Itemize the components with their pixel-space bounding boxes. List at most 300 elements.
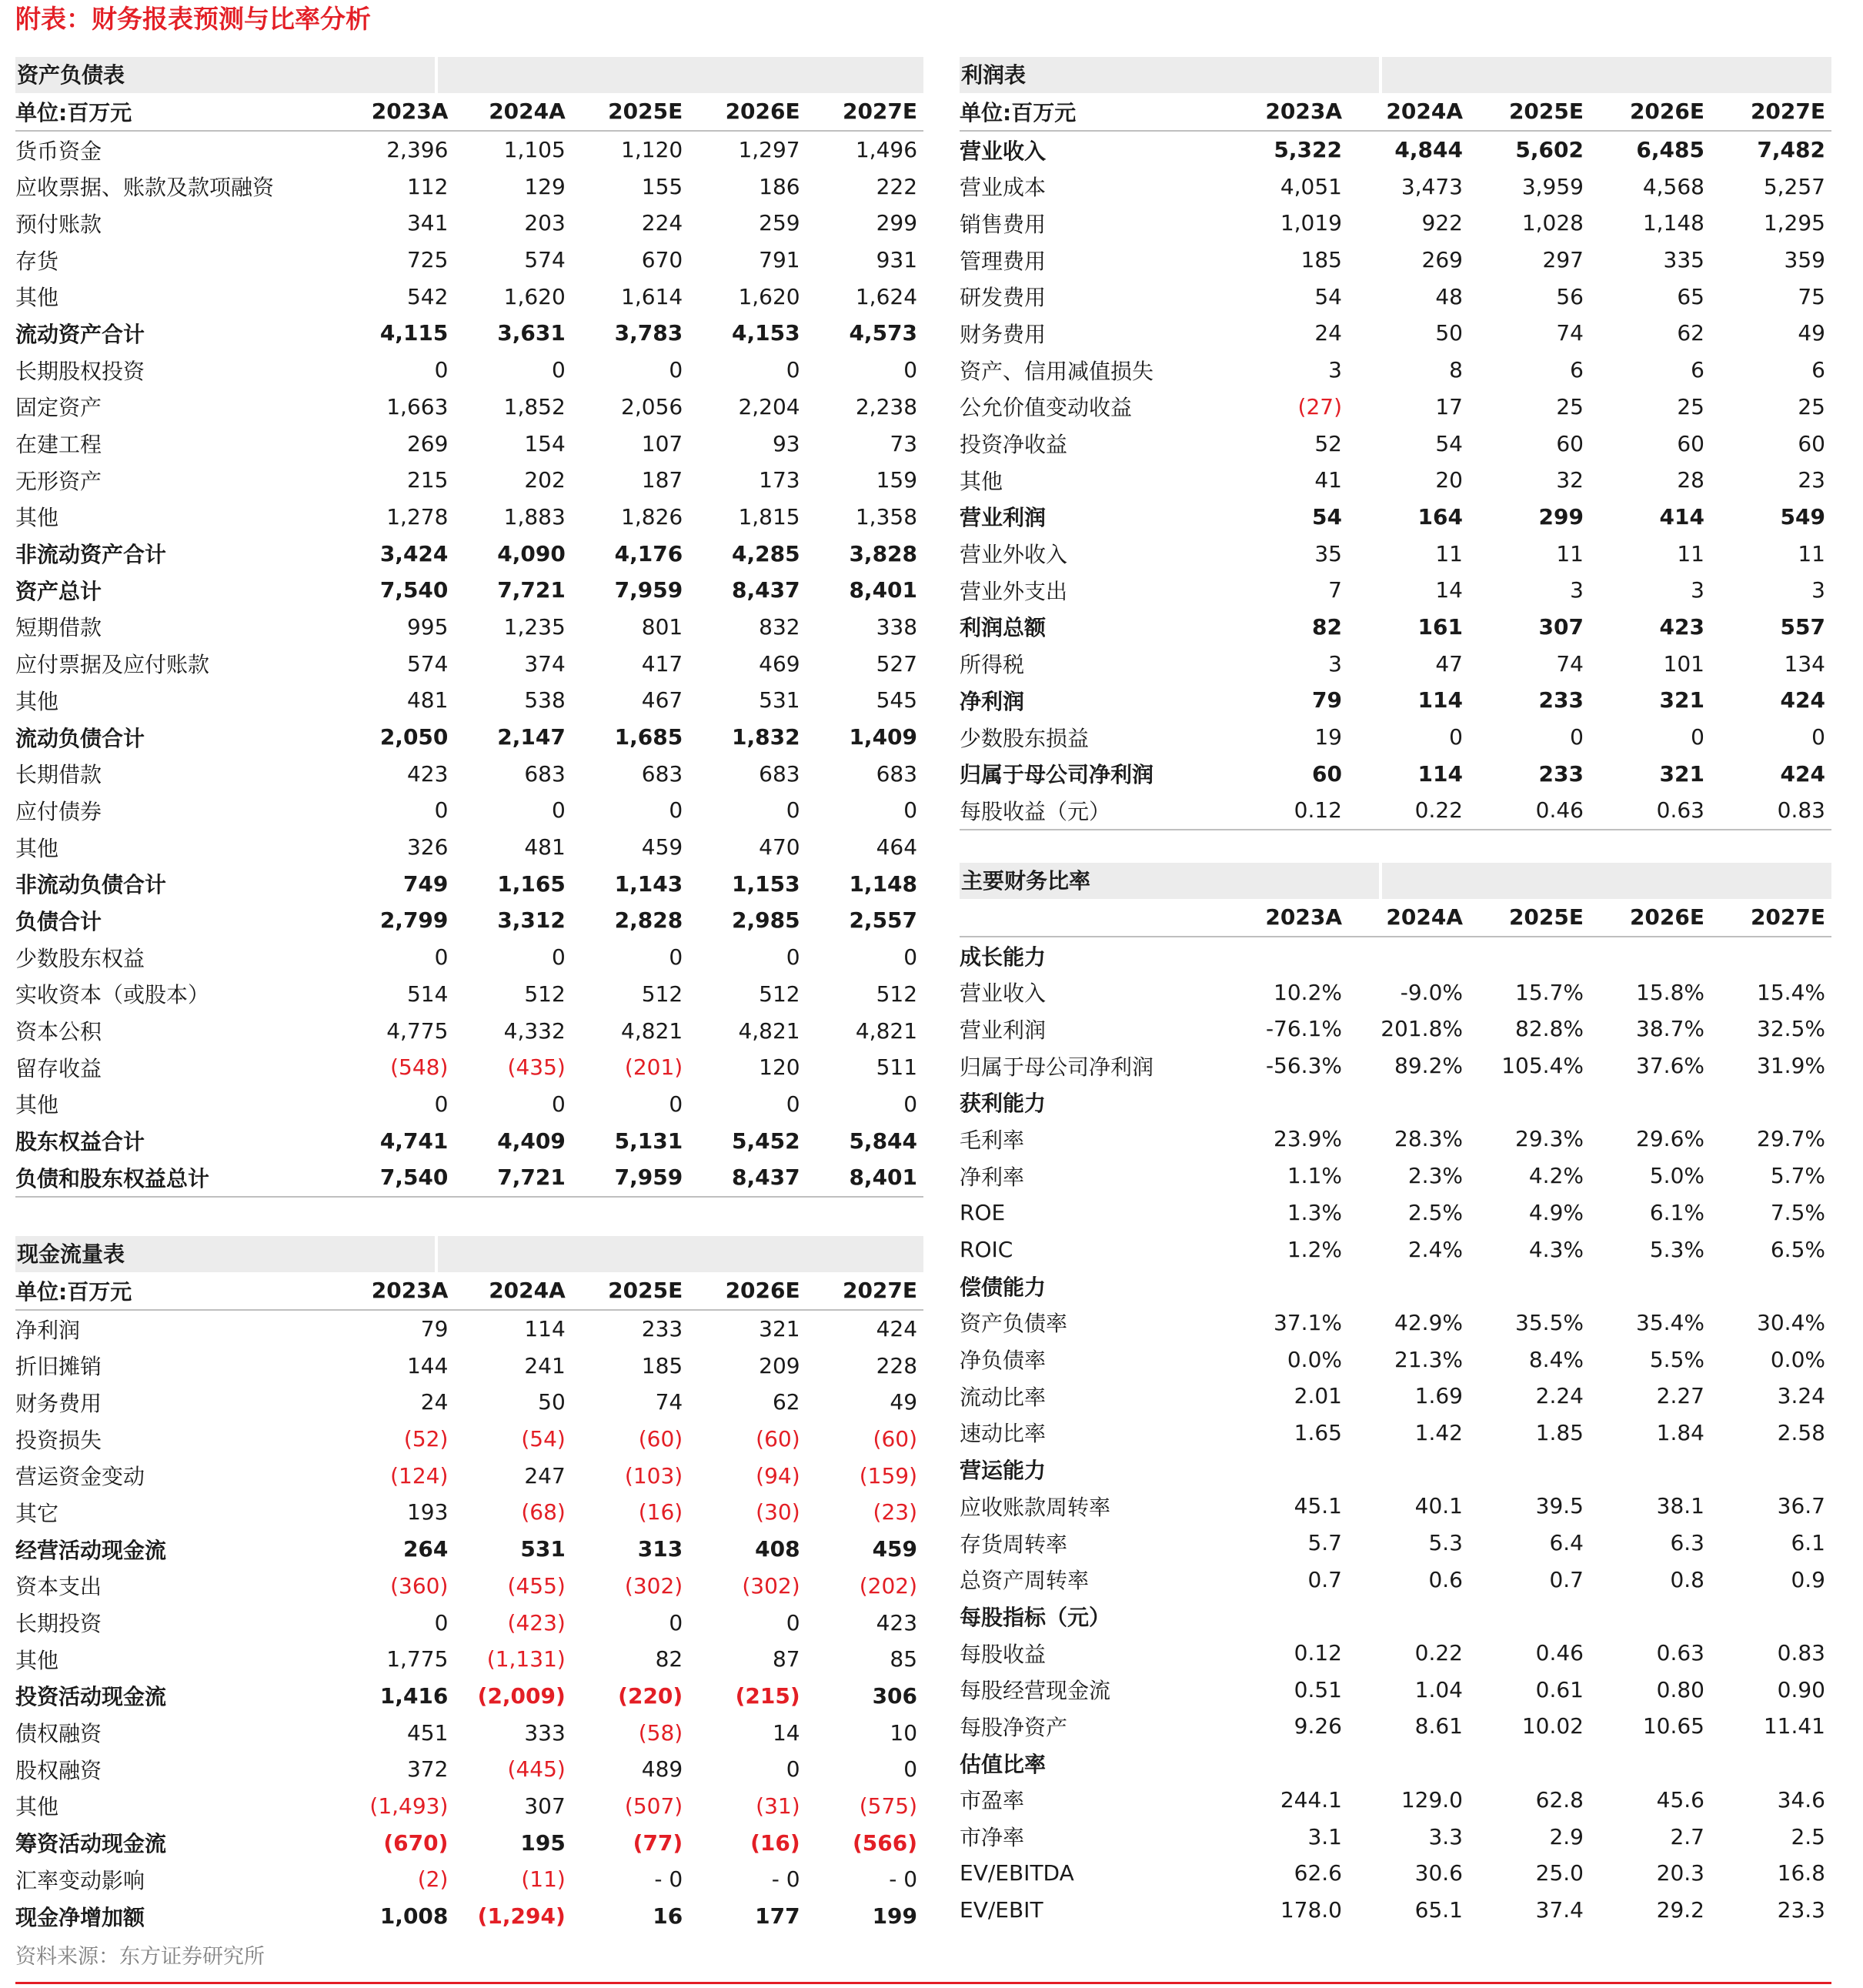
cell-value: 11 bbox=[1435, 540, 1463, 566]
row-label: 长期借款 bbox=[15, 762, 102, 788]
cell-value: 512 bbox=[876, 981, 918, 1007]
table-row bbox=[960, 572, 1831, 609]
cell-value: 233 bbox=[641, 1316, 683, 1342]
row-label: 资本支出 bbox=[15, 1574, 102, 1600]
cell-value: 233 bbox=[1538, 687, 1584, 713]
cell-value: 4,844 bbox=[1394, 137, 1463, 163]
cell-value: 6.1 bbox=[1791, 1530, 1825, 1556]
cell-value: 10 bbox=[890, 1719, 918, 1746]
cell-value: 114 bbox=[1417, 687, 1463, 713]
cell-value: 38.7% bbox=[1636, 1016, 1704, 1042]
subtotal-row bbox=[960, 1084, 1831, 1121]
cell-value: 4,775 bbox=[386, 1017, 449, 1044]
year-header: 2024A bbox=[489, 1278, 566, 1304]
cell-value: 8,401 bbox=[849, 577, 918, 603]
year-header: 2025E bbox=[1508, 99, 1584, 125]
year-header: 2023A bbox=[371, 99, 449, 125]
row-label: 其他 bbox=[15, 1647, 59, 1673]
cell-value: 154 bbox=[524, 430, 566, 456]
row-label: 公允价值变动收益 bbox=[960, 395, 1133, 421]
cell-value: 3 bbox=[1691, 577, 1704, 603]
row-label: 存货 bbox=[15, 248, 59, 274]
cell-value: 79 bbox=[420, 1316, 449, 1342]
cell-value: 60 bbox=[1677, 430, 1704, 456]
cell-value: 408 bbox=[755, 1536, 800, 1562]
cell-value: 15.8% bbox=[1636, 979, 1704, 1005]
cell-value: 48 bbox=[1435, 283, 1463, 309]
year-header: 2027E bbox=[842, 99, 918, 125]
cell-value: -9.0% bbox=[1400, 979, 1463, 1005]
cell-value: -56.3% bbox=[1265, 1053, 1342, 1079]
cell-value: 459 bbox=[872, 1536, 918, 1562]
section-title-bar bbox=[960, 863, 1831, 899]
row-label: ROIC bbox=[960, 1236, 1013, 1262]
cell-value: 50 bbox=[1435, 320, 1463, 346]
cell-value: 8,437 bbox=[732, 577, 800, 603]
unit-label: 单位:百万元 bbox=[15, 1278, 132, 1305]
subtotal-row bbox=[15, 902, 923, 939]
cell-value: 6,485 bbox=[1636, 137, 1704, 163]
cell-value: 424 bbox=[1780, 687, 1825, 713]
cell-value: 134 bbox=[1784, 650, 1825, 677]
cell-value: 306 bbox=[872, 1682, 918, 1709]
cell-value: 922 bbox=[1421, 210, 1463, 236]
cell-value: 23.3 bbox=[1777, 1896, 1825, 1923]
cell-value: 574 bbox=[406, 650, 449, 677]
table-row bbox=[15, 499, 923, 536]
cell-value: (68) bbox=[521, 1499, 566, 1525]
row-label: 营业外收入 bbox=[960, 542, 1068, 568]
table-row bbox=[960, 1194, 1831, 1231]
cell-value: 0 bbox=[434, 1091, 449, 1117]
cell-value: 178.0 bbox=[1280, 1896, 1342, 1923]
row-label: 折旧摊销 bbox=[15, 1354, 102, 1380]
year-header: 2026E bbox=[725, 99, 800, 125]
table-row bbox=[15, 645, 923, 682]
cell-value: 2.9 bbox=[1549, 1823, 1584, 1849]
cell-value: 74 bbox=[1556, 320, 1584, 346]
cell-value: 20.3 bbox=[1656, 1860, 1704, 1886]
row-label: 资本公积 bbox=[15, 1019, 102, 1045]
subtotal-row bbox=[960, 609, 1831, 646]
cell-value: 4.9% bbox=[1528, 1199, 1584, 1225]
cell-value: 0.12 bbox=[1294, 1640, 1342, 1666]
cell-value: 4,821 bbox=[738, 1017, 800, 1044]
table-row bbox=[15, 168, 923, 205]
cell-value: 5,257 bbox=[1763, 173, 1825, 199]
cell-value: 5,452 bbox=[732, 1128, 800, 1154]
cell-value: 313 bbox=[637, 1536, 683, 1562]
cell-value: 374 bbox=[524, 650, 566, 677]
cell-value: 5.7 bbox=[1307, 1530, 1342, 1556]
cell-value: 37.4 bbox=[1535, 1896, 1584, 1923]
cell-value: 215 bbox=[406, 467, 449, 493]
cell-value: 4.2% bbox=[1528, 1163, 1584, 1189]
cell-value: 202 bbox=[524, 467, 566, 493]
row-label: 存货周转率 bbox=[960, 1531, 1068, 1557]
cell-value: 683 bbox=[759, 760, 800, 787]
cell-value: 749 bbox=[402, 870, 449, 897]
cell-value: (30) bbox=[756, 1499, 800, 1525]
cell-value: 995 bbox=[406, 613, 449, 640]
table-row bbox=[960, 1561, 1831, 1598]
table-row bbox=[15, 1384, 923, 1421]
cell-value: 3,828 bbox=[849, 540, 918, 566]
row-label: 归属于母公司净利润 bbox=[960, 1054, 1154, 1080]
cell-value: 82 bbox=[655, 1646, 683, 1672]
cell-value: (435) bbox=[507, 1054, 566, 1081]
subtotal-row bbox=[960, 1451, 1831, 1488]
cell-value: 37.6% bbox=[1636, 1053, 1704, 1079]
cell-value: 7.5% bbox=[1770, 1199, 1825, 1225]
cell-value: 0 bbox=[551, 797, 566, 824]
row-label: 营业外支出 bbox=[960, 578, 1068, 604]
cell-value: 1,358 bbox=[855, 503, 918, 530]
row-label: 投资净收益 bbox=[960, 432, 1068, 458]
row-label: 其他 bbox=[960, 468, 1003, 494]
cell-value: 25 bbox=[1677, 393, 1704, 419]
cell-value: 0.83 bbox=[1777, 797, 1825, 824]
cell-value: 3,424 bbox=[379, 540, 449, 566]
cell-value: 0 bbox=[434, 944, 449, 971]
cell-value: 338 bbox=[876, 613, 918, 640]
cell-value: (566) bbox=[852, 1829, 918, 1856]
row-label: 营业收入 bbox=[960, 981, 1047, 1007]
row-label: 现金净增加额 bbox=[15, 1904, 145, 1930]
cell-value: 233 bbox=[1538, 760, 1584, 787]
row-label: 净负债率 bbox=[960, 1348, 1047, 1374]
cell-value: 299 bbox=[1538, 503, 1584, 530]
cell-value: 0.51 bbox=[1294, 1676, 1342, 1702]
cell-value: 1,295 bbox=[1763, 210, 1825, 236]
cell-value: 15.7% bbox=[1515, 979, 1584, 1005]
cell-value: 155 bbox=[641, 173, 683, 199]
cell-value: 4,153 bbox=[732, 320, 800, 346]
cell-value: 0 bbox=[786, 1609, 800, 1636]
cell-value: 333 bbox=[524, 1719, 566, 1746]
cell-value: (94) bbox=[756, 1462, 800, 1488]
subtotal-row bbox=[15, 1678, 923, 1715]
cell-value: 2,985 bbox=[732, 907, 800, 934]
cell-value: 1,614 bbox=[621, 283, 683, 309]
row-label: 估值比率 bbox=[960, 1751, 1047, 1777]
cell-value: 16 bbox=[653, 1903, 683, 1930]
cell-value: 531 bbox=[759, 687, 800, 713]
cell-value: 1,105 bbox=[503, 137, 566, 163]
table-row bbox=[15, 609, 923, 646]
cell-value: 0 bbox=[1691, 724, 1704, 750]
year-header: 2026E bbox=[725, 1278, 800, 1304]
cell-value: 259 bbox=[759, 210, 800, 236]
cell-value: 247 bbox=[524, 1462, 566, 1488]
section-title: 利润表 bbox=[960, 57, 1379, 93]
cell-value: 297 bbox=[1542, 247, 1584, 273]
cell-value: 3,473 bbox=[1401, 173, 1463, 199]
cell-value: 1,852 bbox=[503, 393, 566, 419]
cell-value: 195 bbox=[520, 1829, 566, 1856]
cell-value: 74 bbox=[1556, 650, 1584, 677]
row-label: 其他 bbox=[15, 1794, 59, 1820]
cell-value: (60) bbox=[873, 1426, 918, 1452]
cell-value: 1.1% bbox=[1287, 1163, 1342, 1189]
table-row bbox=[960, 389, 1831, 426]
row-label: 所得税 bbox=[960, 652, 1025, 678]
table-row bbox=[15, 1861, 923, 1898]
cell-value: 0 bbox=[434, 1609, 449, 1636]
cell-value: 11 bbox=[1677, 540, 1704, 566]
table-row bbox=[960, 1525, 1831, 1562]
cell-value: 0 bbox=[551, 1091, 566, 1117]
cell-value: 89.2% bbox=[1394, 1053, 1463, 1079]
table-row bbox=[15, 1457, 923, 1494]
cell-value: 107 bbox=[641, 430, 683, 456]
cell-value: 557 bbox=[1780, 613, 1825, 640]
table-row bbox=[15, 1788, 923, 1825]
row-label: 应收票据、账款及款项融资 bbox=[15, 175, 275, 201]
row-label: 净利率 bbox=[960, 1164, 1025, 1190]
cell-value: 25 bbox=[1556, 393, 1584, 419]
year-header: 2027E bbox=[1750, 99, 1825, 125]
cell-value: 264 bbox=[402, 1536, 449, 1562]
cell-value: 549 bbox=[1780, 503, 1825, 530]
cell-value: 4,332 bbox=[503, 1017, 566, 1044]
section-title-bar bbox=[960, 57, 1831, 93]
table-row bbox=[15, 1421, 923, 1458]
cell-value: 3,631 bbox=[497, 320, 566, 346]
cell-value: 481 bbox=[406, 687, 449, 713]
cell-value: 45.1 bbox=[1294, 1493, 1342, 1519]
subtotal-row bbox=[960, 499, 1831, 536]
table-row bbox=[15, 939, 923, 976]
table-row bbox=[15, 1604, 923, 1641]
cell-value: 307 bbox=[524, 1793, 566, 1819]
cell-value: 34.6 bbox=[1777, 1786, 1825, 1813]
cell-value: 4,115 bbox=[379, 320, 449, 346]
row-label: 少数股东损益 bbox=[960, 725, 1090, 751]
cell-value: 6 bbox=[1811, 357, 1825, 383]
subtotal-row bbox=[15, 315, 923, 352]
table-row bbox=[960, 645, 1831, 682]
table-row bbox=[15, 205, 923, 242]
cell-value: 545 bbox=[876, 687, 918, 713]
cell-value: 3,959 bbox=[1521, 173, 1584, 199]
table-row bbox=[15, 1347, 923, 1384]
cell-value: (670) bbox=[383, 1829, 449, 1856]
table-row bbox=[960, 1635, 1831, 1672]
cell-value: (58) bbox=[638, 1719, 683, 1746]
cell-value: 0.46 bbox=[1535, 1640, 1584, 1666]
table-row bbox=[960, 1892, 1831, 1929]
cell-value: 0 bbox=[434, 797, 449, 824]
cell-value: 0.80 bbox=[1656, 1676, 1704, 1702]
cell-value: 62 bbox=[772, 1389, 800, 1415]
cell-value: 0 bbox=[903, 944, 918, 971]
cell-value: 7,721 bbox=[497, 1164, 566, 1191]
cell-value: 574 bbox=[524, 247, 566, 273]
cell-value: 50 bbox=[538, 1389, 566, 1415]
financial-ratios-table bbox=[960, 863, 1831, 1928]
section-title-fill bbox=[1382, 57, 1831, 93]
cell-value: 14 bbox=[1435, 577, 1463, 603]
cell-value: 2.27 bbox=[1656, 1383, 1704, 1409]
row-label: 筹资活动现金流 bbox=[15, 1831, 167, 1857]
cell-value: 2,056 bbox=[621, 393, 683, 419]
cell-value: 203 bbox=[524, 210, 566, 236]
cash-flow-table bbox=[15, 1236, 923, 1934]
cell-value: 1.04 bbox=[1414, 1676, 1463, 1702]
cell-value: 0.63 bbox=[1656, 797, 1704, 824]
cell-value: 3 bbox=[1811, 577, 1825, 603]
cell-value: 299 bbox=[876, 210, 918, 236]
row-label: 其他 bbox=[15, 505, 59, 531]
cell-value: 0 bbox=[1811, 724, 1825, 750]
cell-value: - 0 bbox=[654, 1866, 683, 1893]
cell-value: (302) bbox=[624, 1572, 683, 1599]
cell-value: 8 bbox=[1449, 357, 1463, 383]
cell-value: 0 bbox=[903, 1756, 918, 1783]
cell-value: (575) bbox=[859, 1793, 918, 1819]
cell-value: 185 bbox=[641, 1352, 683, 1378]
cell-value: 1,278 bbox=[386, 503, 449, 530]
year-header: 2027E bbox=[842, 1278, 918, 1304]
subtotal-row bbox=[960, 1268, 1831, 1305]
row-label: 资产、信用减值损失 bbox=[960, 358, 1154, 384]
subtotal-row bbox=[960, 937, 1831, 974]
cell-value: 159 bbox=[876, 467, 918, 493]
cell-value: 7,959 bbox=[614, 577, 683, 603]
table-row bbox=[960, 1305, 1831, 1341]
cell-value: 4,821 bbox=[855, 1017, 918, 1044]
cell-value: (1,131) bbox=[486, 1646, 566, 1672]
cell-value: 10.02 bbox=[1521, 1713, 1584, 1739]
cell-value: 29.2 bbox=[1656, 1896, 1704, 1923]
cell-value: 467 bbox=[641, 687, 683, 713]
table-row bbox=[15, 1012, 923, 1049]
row-label: 每股收益 bbox=[960, 1641, 1047, 1667]
cell-value: 931 bbox=[876, 247, 918, 273]
cell-value: 32.5% bbox=[1757, 1016, 1825, 1042]
cell-value: 1.42 bbox=[1414, 1419, 1463, 1445]
cell-value: 2,799 bbox=[379, 907, 449, 934]
cell-value: 538 bbox=[524, 687, 566, 713]
cell-value: (202) bbox=[859, 1572, 918, 1599]
cell-value: 451 bbox=[406, 1719, 449, 1746]
cell-value: 5.7% bbox=[1770, 1163, 1825, 1189]
cell-value: 725 bbox=[406, 247, 449, 273]
cell-value: 469 bbox=[759, 650, 800, 677]
cell-value: 60 bbox=[1798, 430, 1825, 456]
cell-value: 1,235 bbox=[503, 613, 566, 640]
cell-value: (507) bbox=[624, 1793, 683, 1819]
row-label: 其他 bbox=[15, 1092, 59, 1118]
row-label: 应付票据及应付账款 bbox=[15, 652, 210, 678]
table-row bbox=[15, 1568, 923, 1605]
cell-value: 14 bbox=[772, 1719, 800, 1746]
cell-value: 359 bbox=[1784, 247, 1825, 273]
cell-value: 321 bbox=[1659, 760, 1704, 787]
subtotal-row bbox=[15, 1824, 923, 1861]
table-row bbox=[15, 829, 923, 866]
cell-value: 11 bbox=[1798, 540, 1825, 566]
section-title-bar bbox=[15, 57, 923, 93]
cell-value: 0.0% bbox=[1770, 1346, 1825, 1372]
income-statement-table bbox=[960, 57, 1831, 830]
cell-value: 209 bbox=[759, 1352, 800, 1378]
cell-value: 1,120 bbox=[621, 137, 683, 163]
cell-value: 54 bbox=[1435, 430, 1463, 456]
cell-value: 514 bbox=[406, 981, 449, 1007]
cell-value: 10.2% bbox=[1274, 979, 1342, 1005]
cell-value: 269 bbox=[1421, 247, 1463, 273]
year-header: 2025E bbox=[608, 99, 683, 125]
cell-value: (27) bbox=[1297, 393, 1342, 419]
cell-value: 112 bbox=[406, 173, 449, 199]
cell-value: 17 bbox=[1435, 393, 1463, 419]
header-row bbox=[960, 93, 1831, 132]
cell-value: 0 bbox=[669, 357, 683, 383]
subtotal-row bbox=[15, 865, 923, 902]
section-title-fill bbox=[438, 1236, 923, 1272]
cell-value: 4,573 bbox=[849, 320, 918, 346]
row-label: 总资产周转率 bbox=[960, 1568, 1090, 1594]
cell-value: 2.24 bbox=[1535, 1383, 1584, 1409]
cell-value: 269 bbox=[406, 430, 449, 456]
table-row bbox=[960, 1782, 1831, 1819]
cell-value: 0.8 bbox=[1670, 1566, 1704, 1592]
row-label: 每股净资产 bbox=[960, 1714, 1068, 1740]
cell-value: 35 bbox=[1314, 540, 1342, 566]
table-row bbox=[960, 242, 1831, 279]
cell-value: 1,148 bbox=[849, 870, 918, 897]
row-label: 长期股权投资 bbox=[15, 358, 145, 384]
row-label: 获利能力 bbox=[960, 1091, 1047, 1117]
cell-value: 423 bbox=[1659, 613, 1704, 640]
cell-value: 49 bbox=[890, 1389, 918, 1415]
cell-value: 35.5% bbox=[1515, 1309, 1584, 1335]
cell-value: 177 bbox=[755, 1903, 800, 1930]
cell-value: 1,826 bbox=[621, 503, 683, 530]
cell-value: 8,437 bbox=[732, 1164, 800, 1191]
section-title: 资产负债表 bbox=[15, 57, 435, 93]
row-label: 股权融资 bbox=[15, 1757, 102, 1783]
cell-value: 244.1 bbox=[1280, 1786, 1342, 1813]
row-label: 资产总计 bbox=[15, 578, 102, 604]
cell-value: 2.5 bbox=[1791, 1823, 1825, 1849]
row-label: 投资损失 bbox=[15, 1427, 102, 1453]
cell-value: 3 bbox=[1328, 650, 1342, 677]
cell-value: 0.83 bbox=[1777, 1640, 1825, 1666]
row-label: 市盈率 bbox=[960, 1788, 1025, 1814]
cell-value: 54 bbox=[1314, 283, 1342, 309]
table-row bbox=[960, 1378, 1831, 1415]
cell-value: 30.4% bbox=[1757, 1309, 1825, 1335]
cell-value: 31.9% bbox=[1757, 1053, 1825, 1079]
row-label: 其他 bbox=[15, 688, 59, 714]
cell-value: 79 bbox=[1312, 687, 1342, 713]
subtotal-row bbox=[960, 1745, 1831, 1782]
cell-value: 39.5 bbox=[1535, 1493, 1584, 1519]
cell-value: 62.6 bbox=[1294, 1860, 1342, 1886]
row-label: 负债和股东权益总计 bbox=[15, 1165, 210, 1191]
table-row bbox=[15, 1751, 923, 1788]
cell-value: 1.2% bbox=[1287, 1236, 1342, 1262]
cell-value: 4,051 bbox=[1280, 173, 1342, 199]
cell-value: 60 bbox=[1312, 760, 1342, 787]
table-row bbox=[15, 1494, 923, 1531]
row-label: 管理费用 bbox=[960, 248, 1047, 274]
cell-value: 42.9% bbox=[1394, 1309, 1463, 1335]
cell-value: 5.3 bbox=[1428, 1530, 1463, 1556]
